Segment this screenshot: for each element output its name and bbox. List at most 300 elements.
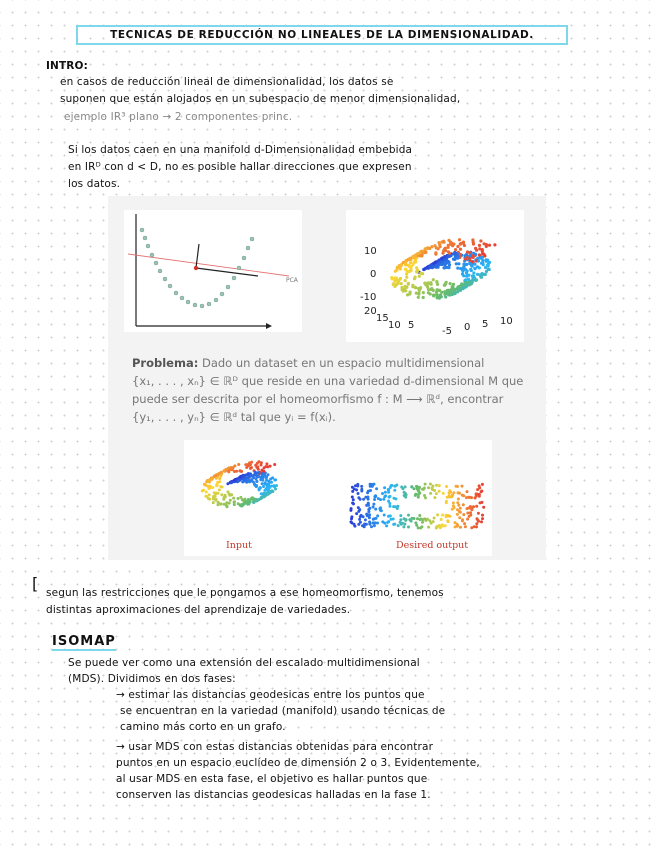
scatter-point: [457, 262, 460, 265]
scatter-point: [250, 478, 253, 481]
scatter-point: [467, 278, 470, 281]
scatter-point: [480, 490, 483, 493]
scatter-point: [220, 471, 223, 474]
scatter-point: [230, 466, 233, 469]
scatter-point: [456, 501, 459, 504]
scatter-point: [457, 491, 460, 494]
scatter-point: [466, 250, 469, 253]
scatter-point: [416, 517, 419, 520]
scatter-point: [237, 463, 240, 466]
scatter-point: [472, 278, 475, 281]
scatter-point: [370, 525, 373, 528]
scatter-point: [427, 526, 430, 529]
page-title-text: TECNICAS DE REDUCCIÓN NO LINEALES DE LA DIMENSIONALIDAD.: [110, 29, 534, 41]
manifold-line-2: en IRᴰ con d < D, no es posible hallar direcciones que expresen: [68, 161, 412, 173]
scatter-point: [477, 259, 480, 262]
scatter-point: [448, 263, 451, 266]
isomap-bullet-2-line-2: puntos en un espacio euclídeo de dimensión 2 o 3. Evidentemente,: [116, 757, 480, 769]
scatter-point: [419, 272, 422, 275]
scatter-point: [486, 259, 489, 262]
scatter-point: [457, 498, 460, 501]
x-tick-label: 10: [500, 316, 513, 327]
scatter-point: [223, 469, 226, 472]
scatter-point: [459, 253, 462, 256]
scatter-point: [482, 253, 485, 256]
scatter-point: [207, 497, 210, 500]
scatter-point: [420, 254, 423, 257]
scatter-point: [433, 489, 436, 492]
scatter-point: [465, 496, 468, 499]
scatter-point: [351, 496, 354, 499]
scatter-point: [393, 523, 396, 526]
scatter-point: [454, 521, 457, 524]
scatter-point: [254, 464, 257, 467]
scatter-point: [473, 263, 476, 266]
scatter-point: [424, 483, 427, 486]
scatter-point: [217, 492, 220, 495]
scatter-point: [459, 526, 462, 529]
scatter-point: [393, 497, 396, 500]
scatter-point: [263, 489, 266, 492]
scatter-point: [389, 514, 392, 517]
scatter-point: [247, 475, 250, 478]
scatter-point: [397, 524, 400, 527]
scatter-point: [402, 525, 405, 528]
scatter-point: [251, 475, 254, 478]
scatter-point: [383, 514, 386, 517]
scatter-point: [409, 269, 412, 272]
scatter-point: [230, 481, 233, 484]
scatter-point: [433, 496, 436, 499]
scatter-point: [271, 490, 274, 493]
scatter-point: [424, 251, 427, 254]
scatter-point: [239, 469, 242, 472]
scatter-point: [352, 498, 355, 501]
scatter-point: [204, 483, 207, 486]
scatter-point: [481, 514, 484, 517]
scatter-point: [393, 485, 396, 488]
scatter-point: [441, 525, 444, 528]
problem-line-4: {y₁, . . . , yₙ} ∈ ℝᵈ tal que yᵢ = f(xᵢ).: [132, 410, 336, 424]
scatter-point: [479, 239, 482, 242]
scatter-point: [443, 266, 446, 269]
isomap-bullet-2-line-4: conserven las distancias geodesicas halladas en la fase 1.: [116, 789, 431, 801]
scatter-point: [441, 514, 444, 517]
scatter-point: [362, 498, 365, 501]
scatter-point: [372, 503, 375, 506]
scatter-point: [248, 480, 251, 483]
scatter-point: [382, 498, 385, 501]
scatter-point: [367, 502, 370, 505]
scatter-point: [400, 282, 403, 285]
scatter-point: [260, 492, 263, 495]
scatter-point: [454, 252, 457, 255]
z-tick-label: 0: [370, 269, 377, 280]
scatter-point: [390, 518, 393, 521]
scatter-point: [407, 526, 410, 529]
scatter-point: [429, 281, 432, 284]
x-tick-label: 5: [482, 319, 489, 330]
scatter-point: [398, 266, 401, 269]
scatter-point: [392, 283, 395, 286]
isomap-bullet-1-line-1: → estimar las distancias geodesicas entre los puntos que: [116, 689, 425, 701]
scatter-point: [435, 280, 438, 283]
scatter-point: [475, 492, 478, 495]
scatter-point: [241, 498, 244, 501]
scatter-point: [368, 523, 371, 526]
scatter-point: [374, 521, 377, 524]
scatter-point: [404, 279, 407, 282]
scatter-point: [454, 292, 457, 295]
scatter-point: [443, 283, 446, 286]
scatter-point: [449, 242, 452, 245]
scatter-point: [392, 505, 395, 508]
scatter-point: [411, 284, 414, 287]
scatter-point: [453, 288, 456, 291]
scatter-point: [351, 486, 354, 489]
scatter-point: [373, 524, 376, 527]
scatter-point: [421, 518, 424, 521]
scatter-point: [405, 518, 408, 521]
scatter-point: [424, 496, 427, 499]
scatter-point: [360, 485, 363, 488]
scatter-point: [218, 477, 221, 480]
scatter-point: [374, 494, 377, 497]
scatter-point: [459, 507, 462, 510]
scatter-point: [215, 498, 218, 501]
intro-line-3: ejemplo IR³ plano → 2 componentes princ.: [64, 111, 293, 123]
scatter-point: [421, 250, 424, 253]
scatter-point: [214, 495, 217, 498]
scatter-point: [356, 483, 359, 486]
scatter-point: [456, 245, 459, 248]
scatter-point: [470, 269, 473, 272]
scatter-point: [383, 495, 386, 498]
scatter-point: [457, 285, 460, 288]
scatter-point: [250, 461, 253, 464]
manifold-line-1: Si los datos caen en una manifold d-Dimensionalidad embebida: [68, 144, 413, 156]
scatter-point: [462, 513, 465, 516]
scatter-point: [458, 238, 461, 241]
scatter-point: [262, 485, 265, 488]
scatter-point: [274, 478, 277, 481]
input-caption: Input: [226, 540, 252, 551]
scatter-point: [432, 265, 435, 268]
scatter-point: [381, 492, 384, 495]
scatter-point: [251, 496, 254, 499]
scatter-point: [239, 504, 242, 507]
scatter-point: [459, 511, 462, 514]
scatter-point: [440, 291, 443, 294]
scatter-point: [483, 242, 486, 245]
scatter-point: [212, 501, 215, 504]
scatter-point: [444, 295, 447, 298]
scatter-point: [211, 486, 214, 489]
scatter-point: [417, 496, 420, 499]
scatter-point: [213, 475, 216, 478]
scatter-point: [443, 255, 446, 258]
scatter-point: [358, 508, 361, 511]
scatter-point: [442, 241, 445, 244]
scatter-point: [258, 488, 261, 491]
restrictions-line-2: distintas aproximaciones del aprendizaje de variedades.: [46, 604, 351, 616]
scatter-point: [369, 485, 372, 488]
scatter-point: [459, 289, 462, 292]
scatter-point: [429, 483, 432, 486]
scatter-point: [228, 502, 231, 505]
output-points: [349, 483, 485, 530]
scatter-point: [459, 248, 462, 251]
scatter-point: [448, 515, 451, 518]
scatter-point: [452, 243, 455, 246]
scatter-point: [480, 275, 483, 278]
scatter-point: [350, 515, 353, 518]
scatter-point: [471, 238, 474, 241]
scatter-point: [359, 515, 362, 518]
scatter-point: [415, 292, 418, 295]
scatter-point: [462, 274, 465, 277]
scatter-point: [468, 496, 471, 499]
problem-line-1: [132, 354, 484, 372]
scatter-point: [424, 247, 427, 250]
scatter-point: [417, 490, 420, 493]
scatter-point: [482, 506, 485, 509]
scatter-point: [473, 525, 476, 528]
scatter-point: [432, 520, 435, 523]
scatter-point: [447, 246, 450, 249]
scatter-point: [440, 257, 443, 260]
scatter-point: [384, 491, 387, 494]
scatter-point: [440, 295, 443, 298]
scatter-point: [481, 483, 484, 486]
scatter-point: [383, 486, 386, 489]
scatter-point: [447, 266, 450, 269]
scatter-point: [452, 283, 455, 286]
scatter-point: [429, 292, 432, 295]
scatter-point: [462, 503, 465, 506]
scatter-point: [423, 487, 426, 490]
scatter-point: [418, 275, 421, 278]
scatter-point: [467, 274, 470, 277]
scatter-point: [399, 518, 402, 521]
scatter-point: [266, 485, 269, 488]
scatter-point: [254, 471, 257, 474]
scatter-point: [414, 494, 417, 497]
scatter-point: [416, 270, 419, 273]
scatter-point: [438, 484, 441, 487]
scatter-point: [464, 278, 467, 281]
scatter-point: [247, 472, 250, 475]
scatter-point: [209, 479, 212, 482]
scatter-point: [419, 518, 422, 521]
y-tick-label: 10: [388, 320, 401, 331]
swiss-roll-points: [390, 238, 496, 300]
scatter-point: [217, 503, 220, 506]
scatter-point: [469, 511, 472, 514]
scatter-point: [227, 467, 230, 470]
scatter-point: [413, 517, 416, 520]
scatter-point: [367, 490, 370, 493]
scatter-point: [374, 508, 377, 511]
x-tick-label: 0: [464, 322, 471, 333]
scatter-point: [352, 502, 355, 505]
scatter-point: [260, 464, 263, 467]
scatter-point: [465, 263, 468, 266]
scatter-point: [456, 267, 459, 270]
scatter-point: [205, 491, 208, 494]
scatter-point: [428, 266, 431, 269]
scatter-point: [439, 245, 442, 248]
scatter-point: [456, 513, 459, 516]
scatter-point: [449, 282, 452, 285]
scatter-point: [239, 475, 242, 478]
scatter-point: [359, 521, 362, 524]
scatter-point: [474, 247, 477, 250]
scatter-point: [452, 504, 455, 507]
scatter-point: [400, 486, 403, 489]
scatter-point: [466, 518, 469, 521]
scatter-point: [350, 507, 353, 510]
scatter-point: [417, 252, 420, 255]
pca-axis-label: PCA: [286, 277, 298, 284]
scatter-point: [387, 491, 390, 494]
scatter-point: [418, 289, 421, 292]
scatter-point: [426, 281, 429, 284]
scatter-point: [488, 244, 491, 247]
scatter-point: [396, 507, 399, 510]
scatter-point: [478, 253, 481, 256]
scatter-point: [265, 462, 268, 465]
scatter-point: [436, 283, 439, 286]
scatter-point: [476, 519, 479, 522]
scatter-point: [241, 475, 244, 478]
scatter-point: [435, 484, 438, 487]
scatter-point: [419, 527, 422, 530]
input-points: [201, 460, 278, 508]
scatter-point: [478, 266, 481, 269]
scatter-point: [410, 485, 413, 488]
scatter-point: [472, 271, 475, 274]
scatter-point: [454, 248, 457, 251]
scatter-point: [462, 241, 465, 244]
scatter-point: [404, 268, 407, 271]
scatter-point: [448, 494, 451, 497]
scatter-point: [220, 493, 223, 496]
scatter-point: [442, 249, 445, 252]
scatter-point: [463, 522, 466, 525]
scatter-point: [435, 246, 438, 249]
pca-figure: [124, 210, 302, 332]
scatter-point: [435, 492, 438, 495]
scatter-point: [451, 494, 454, 497]
isomap-bullet-1-line-3: camino más corto en un grafo.: [120, 721, 286, 733]
scatter-point: [404, 492, 407, 495]
scatter-point: [273, 485, 276, 488]
scatter-point: [390, 484, 393, 487]
scatter-point: [379, 498, 382, 501]
scatter-point: [387, 500, 390, 503]
scatter-point: [432, 289, 435, 292]
scatter-point: [212, 497, 215, 500]
scatter-point: [399, 514, 402, 517]
scatter-point: [456, 257, 459, 260]
scatter-point: [431, 485, 434, 488]
scatter-point: [233, 501, 236, 504]
scatter-point: [485, 270, 488, 273]
pca-plot: [124, 210, 302, 332]
problem-line-1-text: Dado un dataset en un espacio multidimensional: [198, 356, 485, 370]
scatter-point: [221, 486, 224, 489]
scatter-point: [228, 493, 231, 496]
scatter-point: [481, 517, 484, 520]
scatter-point: [355, 512, 358, 515]
scatter-point: [262, 470, 265, 473]
scatter-point: [422, 291, 425, 294]
scatter-point: [421, 521, 424, 524]
scatter-point: [363, 523, 366, 526]
scatter-point: [470, 282, 473, 285]
scatter-point: [478, 495, 481, 498]
scatter-point: [440, 518, 443, 521]
scatter-point: [408, 518, 411, 521]
scatter-point: [437, 241, 440, 244]
scatter-point: [445, 485, 448, 488]
scatter-point: [422, 296, 425, 299]
scatter-point: [472, 242, 475, 245]
scatter-point: [216, 483, 219, 486]
scatter-point: [235, 470, 238, 473]
scatter-point: [376, 514, 379, 517]
scatter-point: [225, 501, 228, 504]
scatter-point: [265, 479, 268, 482]
scatter-point: [264, 493, 267, 496]
scatter-point: [442, 492, 445, 495]
scatter-point: [208, 493, 211, 496]
scatter-point: [484, 266, 487, 269]
scatter-point: [447, 520, 450, 523]
scatter-point: [254, 484, 257, 487]
scatter-point: [476, 273, 479, 276]
scatter-point: [351, 490, 354, 493]
scatter-point: [273, 463, 276, 466]
y-tick-label: 5: [408, 320, 415, 331]
scatter-point: [233, 479, 236, 482]
scatter-point: [256, 471, 259, 474]
scatter-point: [249, 467, 252, 470]
scatter-point: [436, 513, 439, 516]
z-tick-label: -10: [360, 292, 377, 303]
scatter-point: [227, 470, 230, 473]
scatter-point: [452, 501, 455, 504]
isomap-bullet-1-line-2: se encuentran en la variedad (manifold) usando técnicas de: [120, 705, 446, 717]
scatter-point: [270, 481, 273, 484]
manifold-line-3: los datos.: [68, 178, 121, 190]
y-tick-label: 15: [376, 313, 389, 324]
scatter-point: [225, 504, 228, 507]
scatter-point: [255, 480, 258, 483]
scatter-point: [480, 520, 483, 523]
scatter-point: [477, 512, 480, 515]
scatter-point: [245, 466, 248, 469]
scatter-point: [461, 485, 464, 488]
intro-line-1: en casos de reducción lineal de dimensionalidad, los datos se: [60, 76, 394, 88]
scatter-point: [461, 269, 464, 272]
scatter-point: [473, 267, 476, 270]
scatter-point: [481, 261, 484, 264]
scatter-point: [447, 250, 450, 253]
scatter-point: [455, 485, 458, 488]
scatter-point: [478, 486, 481, 489]
